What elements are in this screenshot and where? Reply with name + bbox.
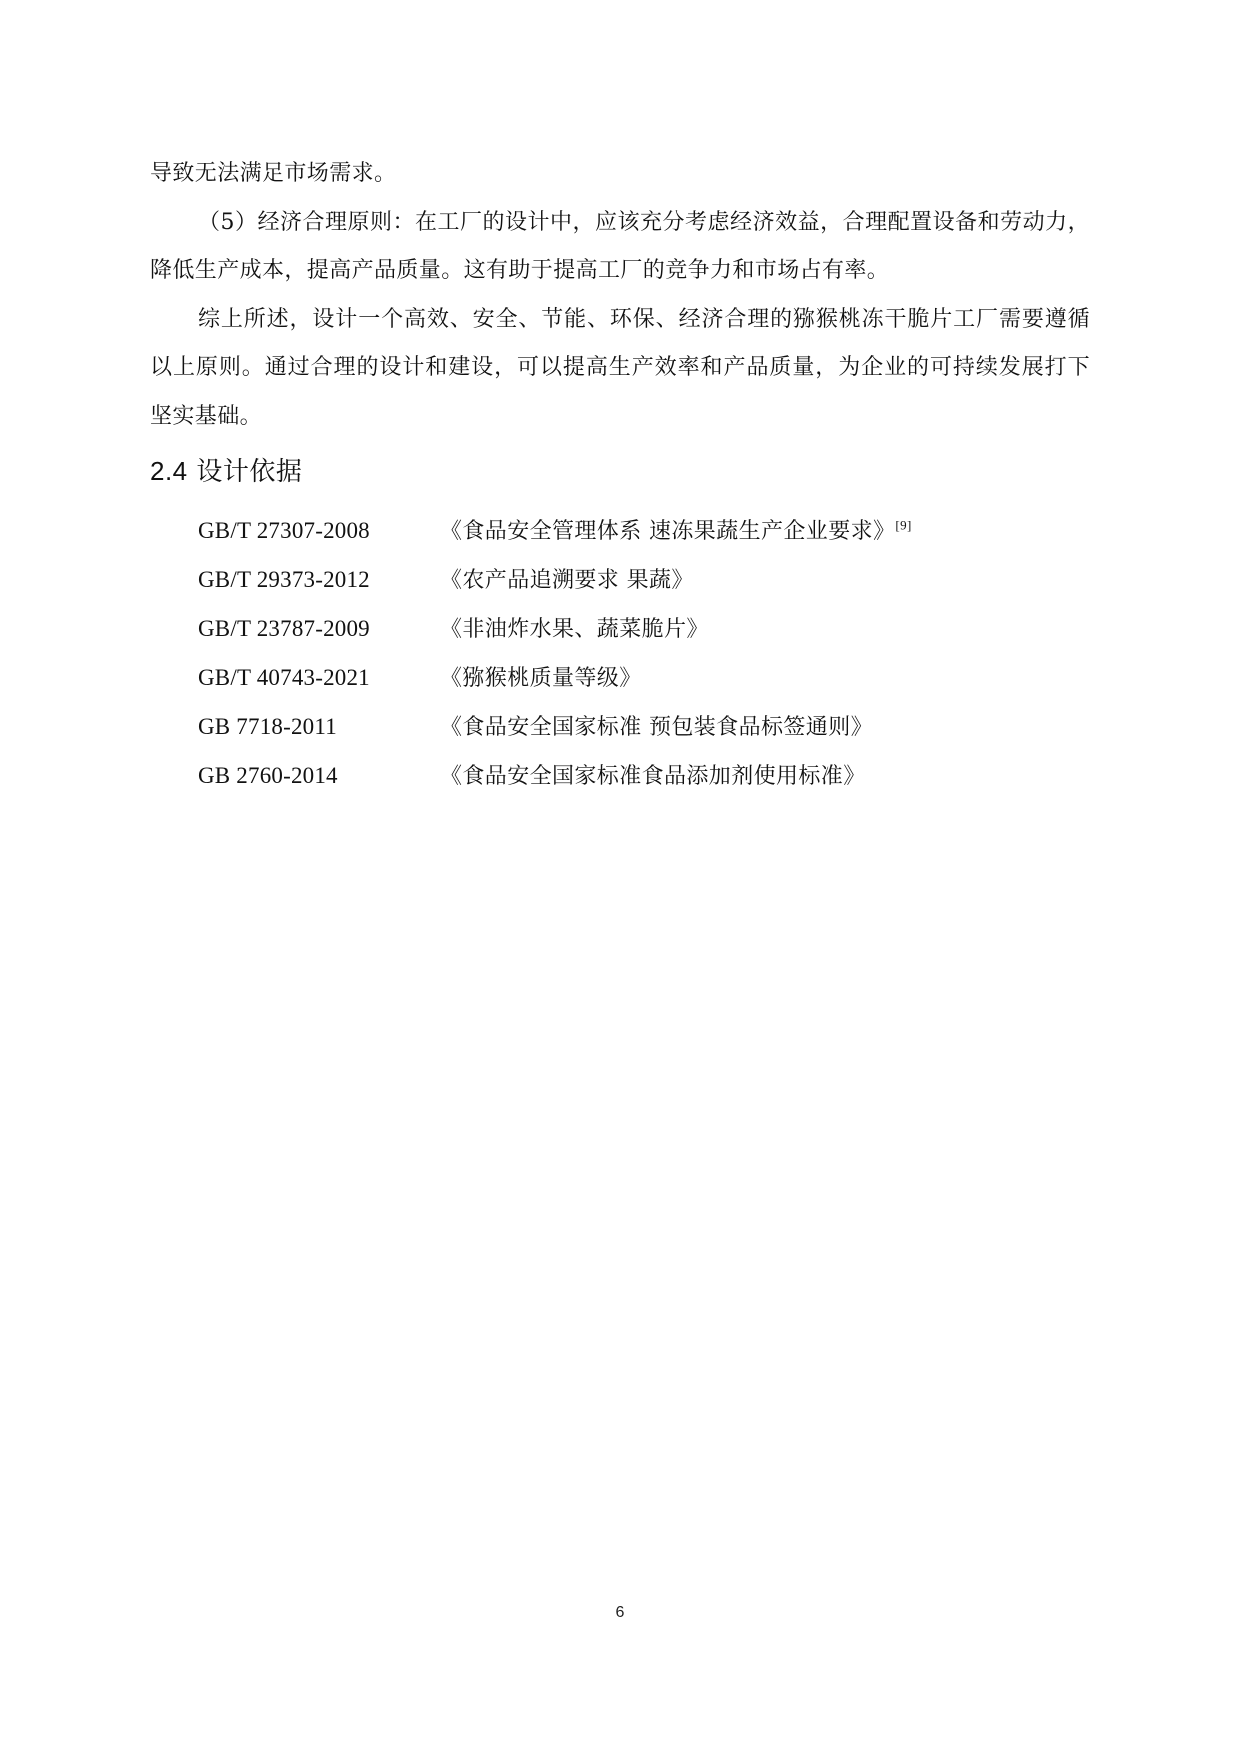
reference-item [198, 751, 1090, 800]
reference-item [198, 653, 1090, 702]
reference-code: GB 2760-2014 [198, 763, 338, 788]
page-content [150, 150, 1090, 800]
reference-code: GB/T 40743-2021 [198, 665, 370, 690]
reference-item [198, 702, 1090, 751]
reference-item [198, 604, 1090, 653]
section-number: 2.4 [150, 456, 188, 486]
reference-title [440, 507, 912, 556]
paragraph-economic-principle: （5）经济合理原则：在工厂的设计中，应该充分考虑经济效益，合理配置设备和劳动力，降低生产成本，提高产品质量。这有助于提高工厂的竞争力和市场占有率。 [150, 209, 1090, 283]
section-heading [150, 443, 1090, 500]
reference-code: GB/T 29373-2012 [198, 567, 370, 592]
reference-code: GB/T 23787-2009 [198, 616, 370, 641]
section-title: 设计依据 [196, 457, 303, 487]
reference-title-text: 《食品安全管理体系 速冻果蔬生产企业要求》 [440, 519, 896, 544]
reference-code: GB 7718-2011 [198, 714, 337, 739]
citation-marker: [9] [895, 517, 912, 533]
reference-title: 《农产品追溯要求 果蔬》 [440, 568, 694, 593]
page-number: 6 [615, 1604, 625, 1621]
paragraph-continuation: 导致无法满足市场需求。 [150, 161, 397, 186]
reference-list [150, 506, 1090, 800]
reference-item [198, 555, 1090, 604]
paragraph-summary: 综上所述，设计一个高效、安全、节能、环保、经济合理的猕猴桃冻干脆片工厂需要遵循以上原则。通过合理的设计和建设，可以提高生产效率和产品质量，为企业的可持续发展打下坚实基础。 [150, 306, 1090, 429]
reference-item [198, 506, 1090, 555]
reference-title: 《非油炸水果、蔬菜脆片》 [440, 617, 709, 642]
reference-title: 《食品安全国家标准食品添加剂使用标准》 [440, 764, 866, 789]
reference-code: GB/T 27307-2008 [198, 518, 370, 543]
reference-title: 《食品安全国家标准 预包装食品标签通则》 [440, 715, 873, 740]
reference-title: 《猕猴桃质量等级》 [440, 666, 642, 691]
